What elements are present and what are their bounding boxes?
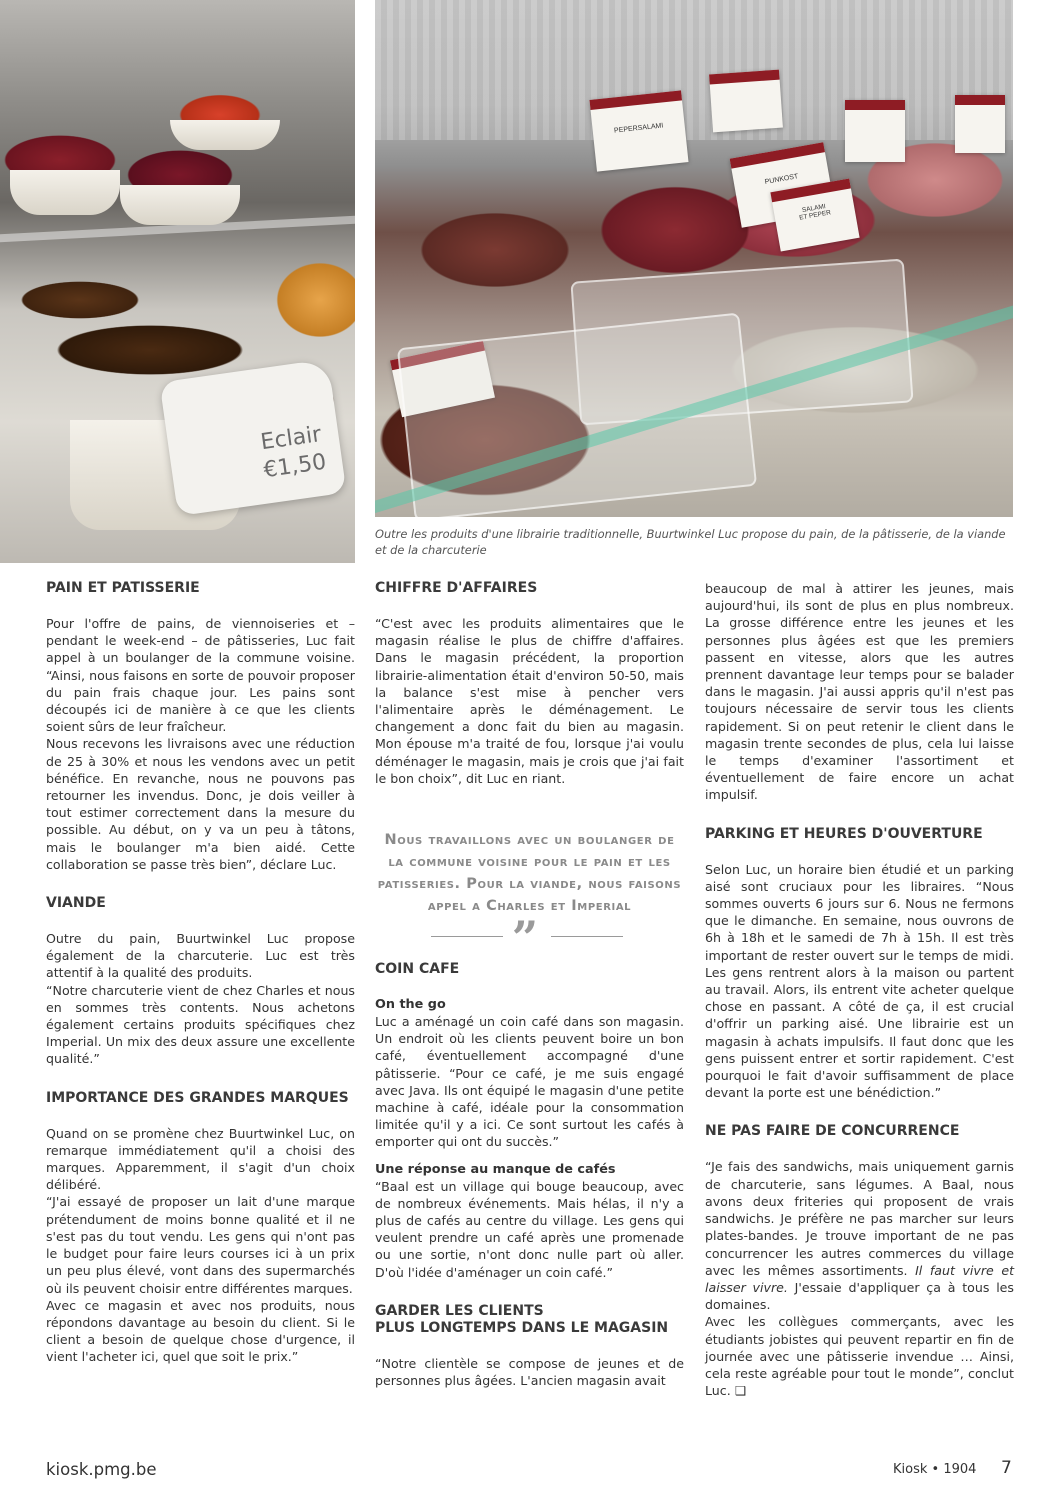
section-title-pain: PAIN ET PATISSERIE xyxy=(46,580,200,596)
paragraph: “J'ai essayé de proposer un lait d'une marque prétendument de moins bonne qualité et il ne s'est pas du tout vendu. Les gens qui n'ont pas le budget pour faire leurs courses ici à un prix un peu plus élevé, vont dans des supermarchés où ils peuvent choisir entre différentes marques. xyxy=(46,1194,355,1296)
paragraph: “Notre charcuterie vient de chez Charles et nous en sommes très contents. Nous achetons également certains produits spécifiques chez Imperial. Un mix des deux assure une excellente qualité.” xyxy=(46,982,355,1067)
product-tag xyxy=(955,95,1005,153)
section-title-clients-line-2: PLUS LONGTEMPS DANS LE MAGASIN xyxy=(375,1319,669,1336)
article-column-1 xyxy=(46,580,355,1366)
paragraph: “Baal est un village qui bouge beaucoup, avec de nombreux événements. Mais hélas, il n'y a plus de cafés au centre du village. Les gens qui veulent prendre un café après une promenade ou une sortie, n'ont donc nulle part où aller. D'où l'idée d'aménager un coin café.” xyxy=(375,1178,684,1280)
paragraph: Avec les collègues commerçants, avec les étudiants jobistes qui peuvent repartir en fin de journée avec une pâtisserie invendue … Ainsi, cela reste agréable pour tout le monde”, conclut Luc. ❑ xyxy=(705,1314,1014,1399)
section-title-marques: IMPORTANCE DES GRANDES MARQUES xyxy=(46,1089,349,1106)
product-tag xyxy=(845,100,905,162)
product-tag-label: SALAMI ET PEPER xyxy=(798,203,832,222)
charcuterie-photo xyxy=(375,0,1013,517)
section-title-clients-line-1: GARDER LES CLIENTS xyxy=(375,1302,544,1319)
display-wall xyxy=(375,0,1013,140)
subsection-title: On the go xyxy=(375,997,446,1013)
section-title-concurrence: NE PAS FAIRE DE CONCURRENCE xyxy=(705,1123,960,1140)
price-label: Eclair €1,50 xyxy=(259,422,328,484)
pastry-photo xyxy=(0,0,355,563)
pull-quote: Nous travaillons avec un boulanger de la commune voisine pour le pain et les patisseries. Pour la viande, nous faisons appel a Charles et Imperial xyxy=(377,832,682,915)
paragraph: Luc a aménagé un coin café dans son magasin. Un endroit où les clients peuvent boire un bon café, éventuellement accompagné d'une pâtisserie. “Pour ce café, je me suis engagé avec Java. Ils ont équipé le magasin d'une petite machine à café, idéale pour la consommation limitée qu'il y a ici. Ce sont surtout les cafés à emporter qui ont du succès.” xyxy=(375,1014,684,1150)
photo-caption: Outre les produits d'une librairie traditionnelle, Buurtwinkel Luc propose du pain, de la pâtisserie, de la viande et de la charcuterie xyxy=(375,527,1006,557)
paragraph: Outre du pain, Buurtwinkel Luc propose également de la charcuterie. Luc est très attentif à la qualité des produits. xyxy=(46,931,355,981)
article-column-3 xyxy=(705,580,1014,1399)
paragraph: Pour l'offre de pains, de viennoiseries et – pendant le week-end – de pâtisseries, Luc fait appel à un boulanger de la commune voisine. “Ainsi, nous faisons en sorte de pouvoir proposer du pain frais chaque jour. Les pains sont découpés ici de manière à ce que les clients soient sûrs de leur fraîcheur. xyxy=(46,616,355,735)
section-title-parking: PARKING ET HEURES D'OUVERTURE xyxy=(705,825,983,842)
section-title-chiffre: CHIFFRE D'AFFAIRES xyxy=(375,580,538,596)
paragraph: Nous recevons les livraisons avec une réduction de 25 à 30% et nous les vendons avec un petit bénéfice. En revanche, nous ne pouvons pas retourner les invendus. Donc, je dois veiller à tout estimer correctement dans la mesure du possible. Au début, on y va un peu à tâtons, mais le boulanger m'a bien aidé. Cette collaboration se passe très bien”, déclare Luc. xyxy=(46,736,355,872)
product-tag xyxy=(589,90,688,171)
product-tag-label: PEPERSALAMI xyxy=(613,122,664,135)
tart-cup xyxy=(120,185,240,225)
product-tag xyxy=(709,70,783,133)
divider xyxy=(551,936,623,937)
text-run: “Je fais des sandwichs, mais uniquement garnis de charcuterie, sans légumes. A Baal, nous avons deux friteries qui proposent de vrais sandwichs. Je préfère ne pas marcher sur leurs plates-bandes. Je trouve important de ne pas concurrencer les autres commerces du village avec les mêmes assortiments. xyxy=(705,1159,1014,1278)
paragraph: Selon Luc, un horaire bien étudié et un parking aisé sont cruciaux pour les libraires. “Nous sommes ouverts 6 jours sur 6. Nous ne fermons que le dimanche. En semaine, nous ouvrons de 6h à 18h et le samedi de 7h à 15h. Il est très important de rester ouvert sur le temps de midi. Les gens rentrent alors à la maison ou partent au travail. Alors, ils entrent vite acheter quelque chose en passant. A côté de ça, il est crucial d'offrir un parking aisé. Une librairie est un magasin à achats impulsifs. Il faut donc que les gens puissent entrer et sortir rapidement. C'est pourquoi le fait d'avoir suffisamment de place devant la porte est une bénédiction.” xyxy=(705,861,1014,1101)
section-title-cafe: COIN CAFE xyxy=(375,961,460,978)
paragraph: Avec ce magasin et avec nos produits, nous répondons davantage au besoin du client. Si le client a besoin de quelque chose d'urgence, il vient l'acheter ici, quel que soit le prix.” xyxy=(46,1297,355,1365)
divider xyxy=(431,936,503,937)
footer-url: kiosk.pmg.be xyxy=(46,1460,157,1479)
article-column-2 xyxy=(375,580,684,1389)
italic-phrase: Il faut vivre et laisser vivre. xyxy=(705,1262,1015,1295)
page-number: 7 xyxy=(1001,1458,1012,1478)
product-tag-label: PUNKOST xyxy=(764,173,799,186)
tart-cup xyxy=(10,170,120,215)
paragraph: Quand on se promène chez Buurtwinkel Luc, on remarque immédiatement qu'il a choisi des marques. Apparemment, il s'agit d'un choix délibéré. xyxy=(46,1125,355,1193)
text-run: J'essaie d'appliquer ça à tous les domaines. xyxy=(705,1279,1014,1313)
product-tag xyxy=(770,179,859,252)
pull-quote-ornament xyxy=(375,911,684,966)
tart-cup xyxy=(170,120,280,150)
paragraph: “Notre clientèle se compose de jeunes et de personnes plus âgées. L'ancien magasin avait xyxy=(375,1355,684,1389)
subsection-title: Une réponse au manque de cafés xyxy=(375,1161,616,1177)
paragraph xyxy=(705,1158,1014,1313)
paragraph: “C'est avec les produits alimentaires que le magasin réalise le plus de chiffre d'affaires. Dans le magasin précédent, la proportion librairie-alimentation était d'environ 50-50, mais la balance s'est mise à pencher vers l'alimentaire après le déménagement. Le changement a donc fait du bien au magasin. Mon épouse m'a traité de fou, lorsque j'ai voulu déménager le magasin, mais je crois que j'ai fait le bon choix”, dit Luc en riant. xyxy=(375,616,684,786)
section-title-viande: VIANDE xyxy=(46,895,106,912)
paragraph: beaucoup de mal à attirer les jeunes, mais aujourd'hui, ils sont de plus en plus nombreux. La grosse différence entre les jeunes et les personnes plus âgées est que les premiers passent en vitesse, alors que les autres prennent davantage leur temps pour se balader dans le magasin. J'ai aussi appris qu'il n'est pas toujours nécessaire de servir tous les clients rapidement. Si on peut retenir le client dans le magasin trente secondes de plus, cela lui laisse le temps d'examiner l'assortiment et éventuellement de faire encore un achat impulsif. xyxy=(705,581,1014,803)
footer-issue: Kiosk • 1904 xyxy=(893,1462,977,1477)
quote-mark-icon: ” xyxy=(511,911,539,966)
